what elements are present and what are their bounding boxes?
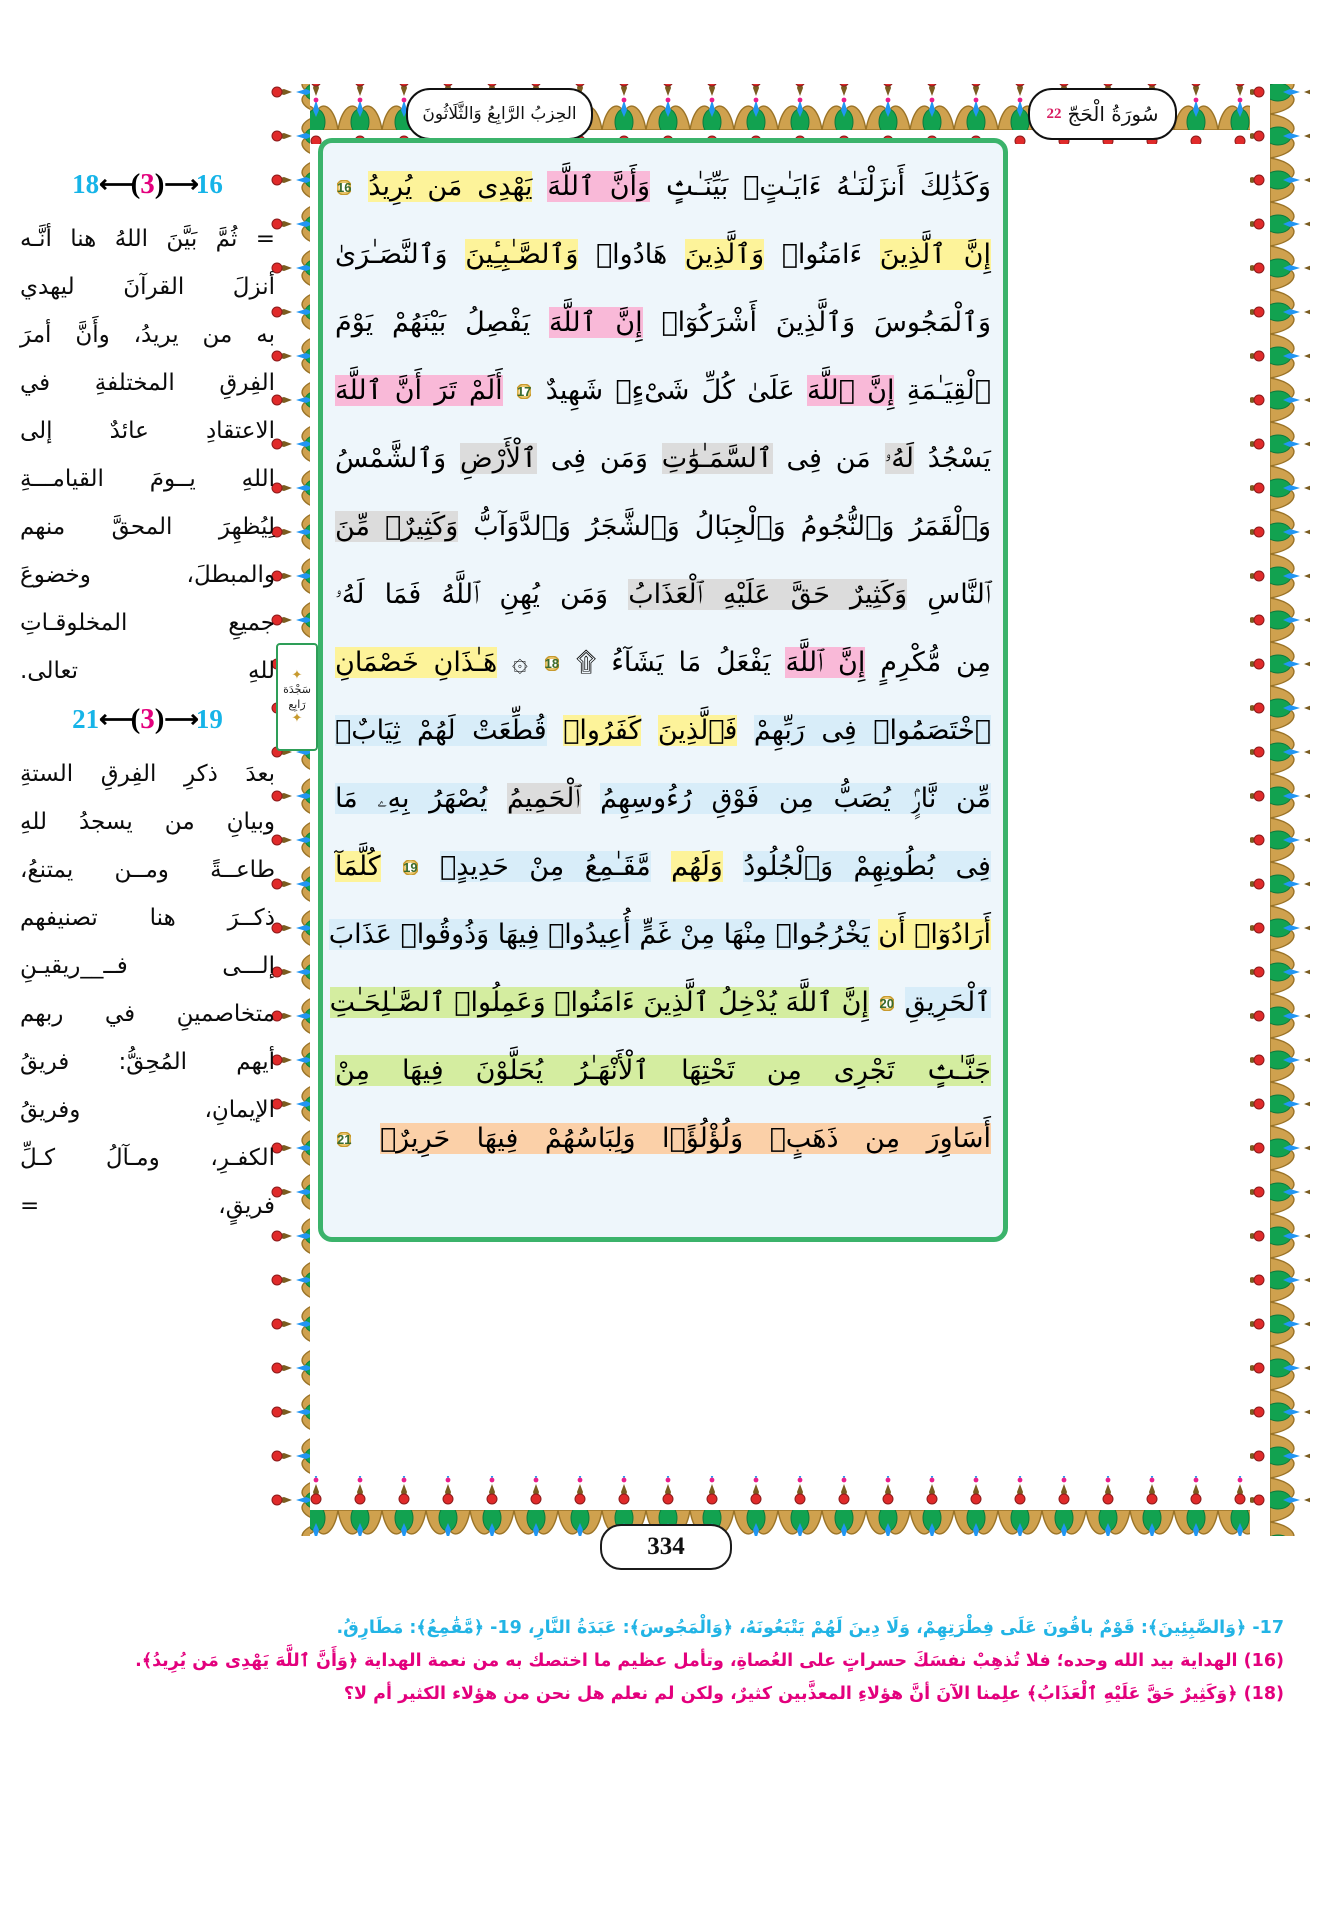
divider-2-left-arrow: ⟵ (99, 707, 131, 733)
quran-text: يَسْجُدُ (927, 443, 991, 474)
quran-text: ٱلْقِيَـٰمَةِ (906, 375, 991, 406)
highlighted-text: وَكَثِيرٌۭ مِّنَ (335, 511, 459, 542)
divider-2-right-number: 19 (195, 704, 223, 734)
quran-text: وَمَن فِى (550, 443, 648, 474)
highlighted-text: يَخْرُجُوا۟ مِنْهَا مِنْ غَمٍّ أُعِيدُوا۟ فِيهَا وَذُوقُوا۟ عَذَابَ (328, 919, 870, 950)
border-right (1250, 84, 1310, 1536)
sajda-label-line1: سَجْدَة (283, 683, 311, 696)
commentary-line: إلـــى فــ__ريقيـنِ (20, 953, 275, 979)
commentary-line: الكفـرِ، ومـآلُ كـلِّ (20, 1145, 275, 1171)
highlighted-text: إِنَّ ٱللَّهَ (785, 647, 866, 678)
page-number: 334 (647, 1533, 685, 1560)
commentary-block-2 (20, 750, 275, 1230)
quran-text: مِن مُّكْرِمٍ (880, 647, 991, 678)
border-bottom (250, 1476, 1310, 1536)
surah-title-cartouche (1028, 88, 1177, 140)
highlighted-text: وَكَثِيرٌ حَقَّ عَلَيْهِ ٱلْعَذَابُ (628, 579, 908, 610)
commentary-line: جميعِ المخلوقـاتِ (20, 610, 275, 636)
ayah-number-marker: 19 (403, 859, 418, 875)
highlighted-text: وَأَنَّ ٱللَّهَ (547, 171, 651, 202)
quran-text: مَن فِى (786, 443, 871, 474)
quran-line (335, 1037, 991, 1105)
quran-line (335, 425, 991, 493)
quran-text: هَادُوا۟ (595, 239, 668, 270)
highlighted-text: فَٱلَّذِينَ (657, 715, 738, 746)
sajda-ornament-top: ✦ (291, 668, 303, 683)
juz-cartouche (406, 88, 593, 140)
highlighted-text: مَّقَـٰمِعُ مِنْ حَدِيدٍۢ (440, 851, 651, 882)
commentary-line: لِيُظهِرَ المحقَّ منهم (20, 514, 275, 540)
divider-2-close-paren: ) (154, 703, 165, 735)
divider-1-right-arrow: ⟶ (164, 172, 196, 198)
highlighted-text: أَلَمْ تَرَ أَنَّ ٱللَّهَ (335, 375, 503, 406)
divider-2-open-paren: ( (130, 703, 141, 735)
footnote-line-2: (16) الهداية بيد الله وحده؛ فلا تُذهِبْ نفسَكَ حسراتٍ على العُصاةِ، وتأمل عظيم ما اختصك به من نعمة الهداية ﴿وَأَنَّ ٱللَّهَ يَهْدِى مَن يُرِيدُ﴾. (135, 1651, 1284, 1671)
quran-line (329, 969, 991, 1037)
commentary-line: = ثُمَّ بَيَّنَ اللهُ هنا أنَّـه (20, 226, 275, 252)
highlighted-text: مِّن نَّارٍۢ يُصَبُّ مِن فَوْقِ رُءُوسِهِمُ (600, 783, 991, 814)
quran-text: ٱلنَّاسِ (927, 579, 991, 610)
highlighted-text: قُطِّعَتْ لَهُمْ ثِيَابٌۭ (335, 715, 547, 746)
highlighted-text: ٱلْحَرِيقِ (904, 987, 991, 1018)
quran-lines-container (323, 143, 1003, 1237)
quran-text: وَٱلشَّمْسُ (335, 443, 447, 474)
quran-line (335, 629, 991, 697)
highlighted-text: إِنَّ ٱللَّهَ (807, 375, 895, 406)
quran-text-panel (318, 138, 1008, 1242)
commentary-line: ذكــرَ هنا تصنيفهم (20, 905, 275, 931)
highlighted-text: ٱلسَّمَـٰوَٰتِ (661, 443, 773, 474)
page-number-cartouche (600, 1524, 732, 1570)
sajda-ornament-bottom: ✦ (291, 711, 303, 726)
quran-text: ۞ (512, 647, 528, 678)
divider-1-open-paren: ( (130, 168, 141, 200)
commentary-line: اللهِ يــومَ القيامـــةِ (20, 466, 275, 492)
juz-label: الحِزبُ الرَّابِعُ وَالثَّلَاثُونَ (422, 104, 577, 124)
footnote-line-1: 17- ﴿وَالصَّٰبِئِينَ﴾: قَوْمٌ باقُونَ عَلَى فِطْرَتِهِمْ، وَلَا دِينَ لَهُمْ يَتْبَعُونَهُ، ﴿وَالْمَجُوسَ﴾: عَبَدَةُ النَّارِ، 19- ﴿مَّقَٰمِعُ﴾: مَطَارِقُ. (336, 1618, 1284, 1638)
commentary-block-1 (20, 215, 275, 695)
quran-line (335, 697, 991, 765)
quran-line (335, 357, 991, 425)
highlighted-text: وَٱلصَّـٰبِـِٔينَ (465, 239, 579, 270)
commentary-line: للهِ تعالى. (20, 658, 275, 684)
highlighted-text: ٱلْأَرْضِ (460, 443, 537, 474)
highlighted-text: يَهْدِى مَن يُرِيدُ (368, 171, 533, 202)
commentary-line: أنزلَ القرآنَ ليهدي (20, 274, 275, 300)
quran-line (335, 493, 991, 561)
highlighted-text: إِنَّ ٱلَّذِينَ (879, 239, 991, 270)
ayah-number-marker: 21 (337, 1131, 352, 1147)
commentary-line: الإيمانِ، وفريقُ (20, 1097, 275, 1123)
commentary-line: متخاصمينِ في ربهم (20, 1001, 275, 1027)
divider-1-center-number: 3 (140, 168, 155, 200)
highlighted-text: لَهُۥ (884, 443, 914, 474)
highlighted-text: هَـٰذَانِ خَصْمَانِ (335, 647, 498, 678)
quran-line (335, 289, 991, 357)
surah-number: 22 (1046, 105, 1062, 122)
quran-line (328, 901, 991, 969)
highlighted-text: وَلَهُم (671, 851, 723, 882)
quran-text: ءَامَنُوا۟ (781, 239, 863, 270)
quran-text: وَٱلنَّصَـٰرَىٰ (335, 239, 448, 270)
highlighted-text: أَرَادُوٓا۟ أَن (878, 919, 991, 950)
quran-text: يَفْصِلُ بَيْنَهُمْ يَوْمَ (335, 307, 531, 338)
commentary-line: طاعــةً ومــن يمتنعُ، (20, 857, 275, 883)
ayah-number-marker: 18 (544, 655, 560, 671)
footnote-line-3: (18) ﴿وَكَثِيرٌ حَقَّ عَلَيْهِ ٱلْعَذَابُ﴾ علِمنا الآنَ أنَّ هؤلاءِ المعذَّبين كثيرٌ، ولكن لم نعلم هل نحن من هؤلاء الكثير أم لا؟ (343, 1684, 1284, 1704)
divider-1-left-arrow: ⟵ (99, 172, 131, 198)
quran-line (335, 221, 991, 289)
divider-1-left-number: 18 (72, 169, 100, 199)
highlighted-text: فِى بُطُونِهِمْ وَٱلْجُلُودُ (743, 851, 991, 882)
highlighted-text: كُلَّمَآ (335, 851, 381, 882)
sajda-label-line2: رَابِع (288, 698, 306, 711)
surah-name: سُورَةُ الْحَجّ (1067, 102, 1159, 126)
commentary-line: الاعتقادِ عائدٌ إلى (20, 418, 275, 444)
divider-2-center-number: 3 (140, 703, 155, 735)
footnotes-section (135, 1612, 1284, 1711)
commentary-line: وبيانِ من يسجدُ للهِ (20, 809, 275, 835)
commentary-sidebar (20, 160, 275, 1280)
highlighted-text: إِنَّ ٱللَّهَ يُدْخِلُ ٱلَّذِينَ ءَامَنُوا۟ وَعَمِلُوا۟ ٱلصَّـٰلِحَـٰتِ (329, 987, 869, 1018)
highlighted-text: ٱخْتَصَمُوا۟ فِى رَبِّهِمْ (753, 715, 991, 746)
quran-line (335, 833, 991, 901)
highlighted-text: كَفَرُوا۟ (563, 715, 642, 746)
quran-text: وَمَن يُهِنِ ٱللَّهُ فَمَا لَهُۥ (335, 579, 609, 610)
highlighted-text: وَٱلَّذِينَ (684, 239, 765, 270)
quran-line (335, 1105, 991, 1173)
commentary-line: به من يريدُ، وأَنَّ أمرَ (20, 322, 275, 348)
ayah-number-marker: 16 (337, 179, 352, 195)
quran-text: وَكَذَٰلِكَ أَنزَلْنَـٰهُ ءَايَـٰتٍۭ بَيِّنَـٰتٍۢ (664, 171, 991, 202)
divider-2-left-number: 21 (72, 704, 100, 734)
quran-line (335, 153, 991, 221)
highlighted-text: جَنَّـٰتٍۢ تَجْرِى مِن تَحْتِهَا ٱلْأَنْهَـٰرُ يُحَلَّوْنَ فِيهَا مِنْ (335, 1055, 991, 1086)
commentary-line: أيهم المُحِقُّ: فريقُ (20, 1049, 275, 1075)
quran-text: يَفْعَلُ مَا يَشَآءُ ۩ (575, 647, 771, 678)
highlighted-text: ٱلْحَمِيمُ (506, 783, 581, 814)
divider-1-close-paren: ) (154, 168, 165, 200)
quran-line (335, 765, 991, 833)
verse-range-divider-1 (20, 168, 275, 201)
quran-text: وَٱلْقَمَرُ وَٱلنُّجُومُ وَٱلْجِبَالُ وَٱلشَّجَرُ وَٱلدَّوَآبُّ (473, 511, 991, 542)
quran-text: عَلَىٰ كُلِّ شَىْءٍۢ شَهِيدٌ (545, 375, 795, 406)
sajda-marker (276, 643, 318, 751)
quran-line (335, 561, 991, 629)
highlighted-text: يُصْهَرُ بِهِۦ مَا (335, 783, 488, 814)
quran-text: وَٱلْمَجُوسَ وَٱلَّذِينَ أَشْرَكُوٓا۟ (661, 307, 991, 338)
commentary-line: الفِرقِ المختلفةِ في (20, 370, 275, 396)
ayah-number-marker: 17 (516, 383, 532, 399)
commentary-line: بعدَ ذكرِ الفِرقِ الستةِ (20, 761, 275, 787)
highlighted-text: أَسَاوِرَ مِن ذَهَبٍۢ وَلُؤْلُؤًۭا وَلِبَاسُهُمْ فِيهَا حَرِيرٌۭ (379, 1123, 991, 1154)
ayah-number-marker: 20 (879, 995, 894, 1011)
divider-1-right-number: 16 (195, 169, 223, 199)
commentary-line: فريقٍ، = (20, 1193, 275, 1219)
divider-2-right-arrow: ⟶ (164, 707, 196, 733)
verse-range-divider-2 (20, 703, 275, 736)
commentary-line: والمبطلَ، وخضوعَ (20, 562, 275, 588)
highlighted-text: إِنَّ ٱللَّهَ (548, 307, 643, 338)
